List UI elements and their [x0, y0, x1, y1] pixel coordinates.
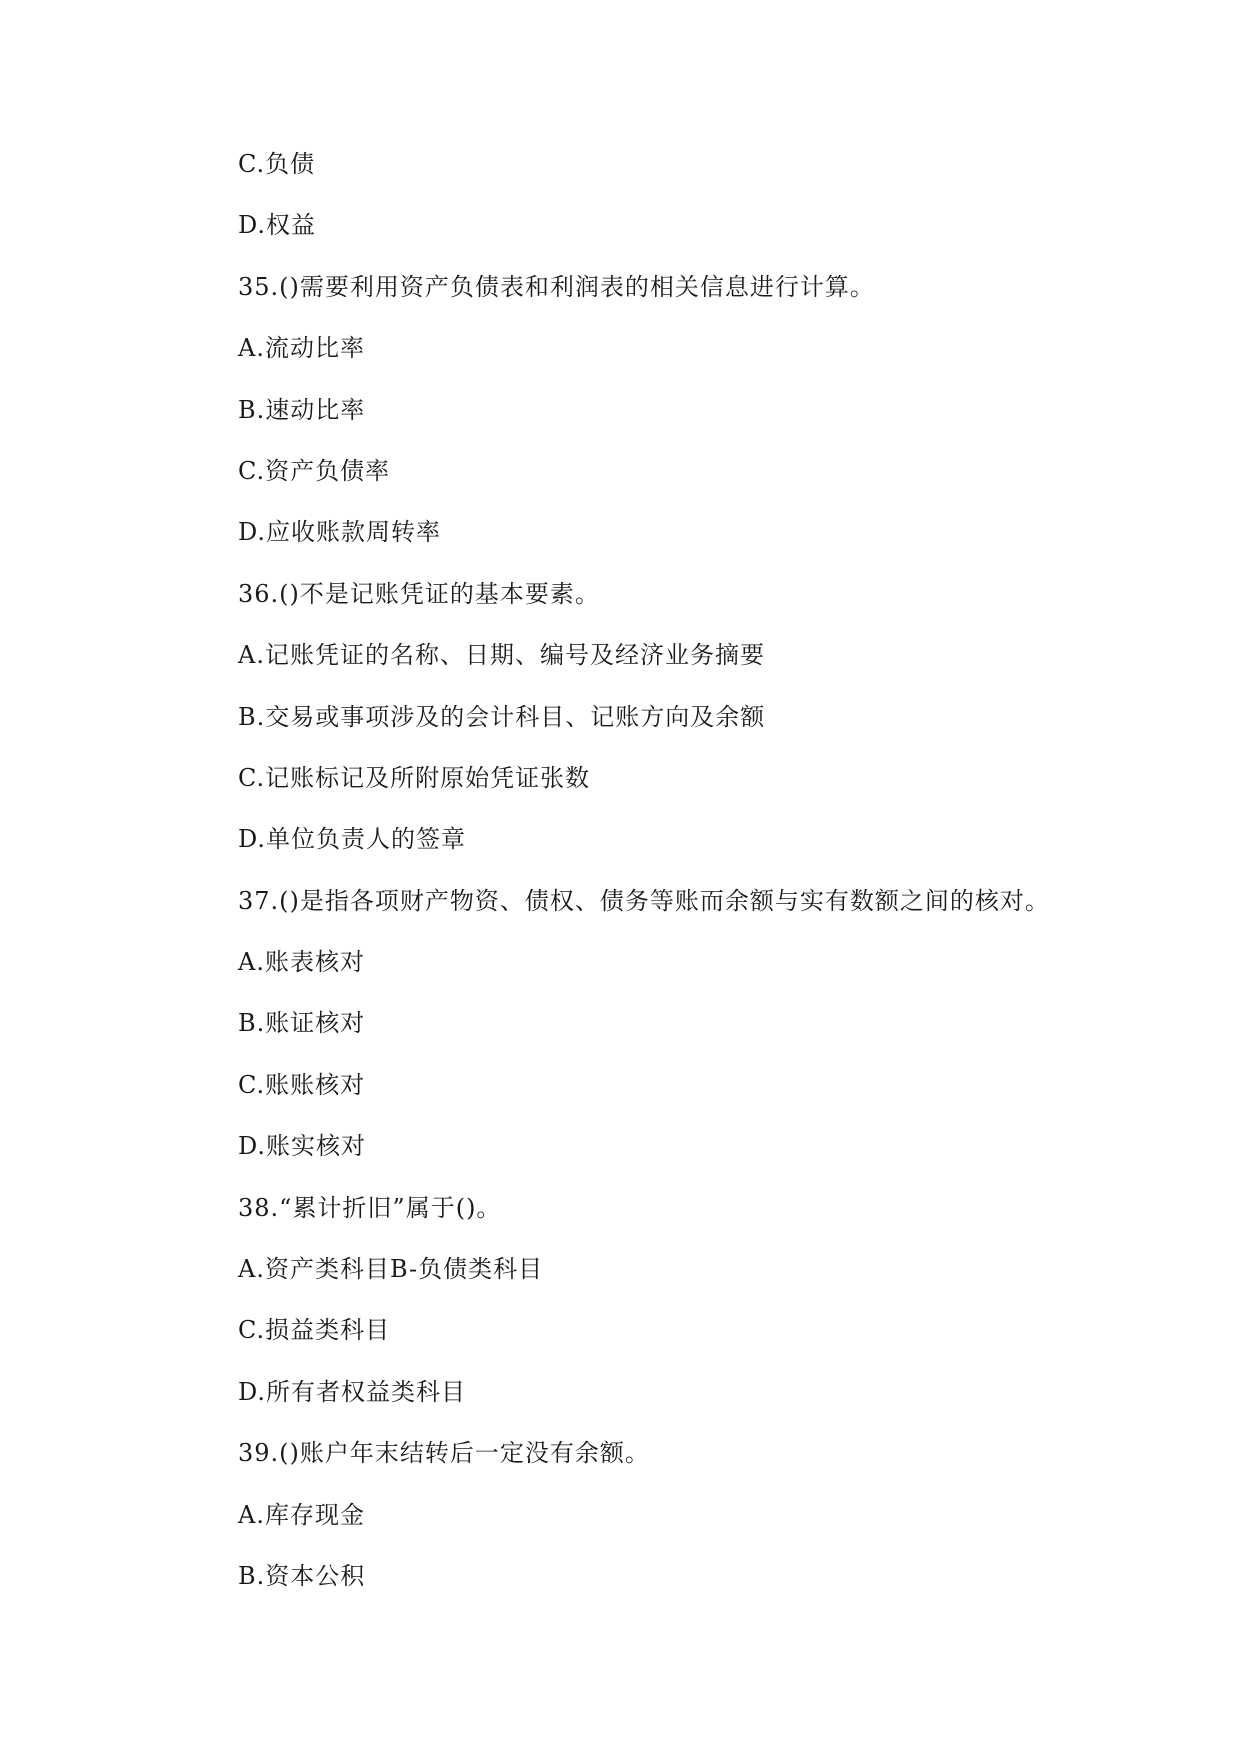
- option-line: B.速动比率: [238, 395, 366, 424]
- question-stem: 36.()不是记账凭证的基本要素。: [238, 579, 600, 608]
- option-line: A.库存现金: [238, 1500, 365, 1529]
- question-stem: 37.()是指各项财产物资、债权、债务等账而余额与实有数额之间的核对。: [238, 886, 1050, 915]
- option-line: B.账证核对: [238, 1009, 366, 1038]
- option-line: D.所有者权益类科目: [238, 1377, 467, 1406]
- option-line: A.账表核对: [238, 948, 365, 977]
- option-line: D.账实核对: [238, 1132, 367, 1161]
- option-line: C.资产负债率: [238, 456, 391, 485]
- question-stem: 38.“累计折旧”属于()。: [238, 1193, 502, 1222]
- option-line: D.权益: [238, 211, 317, 240]
- question-stem: 39.()账户年末结转后一定没有余额。: [238, 1439, 650, 1468]
- option-line: B.交易或事项涉及的会计科目、记账方向及余额: [238, 702, 766, 731]
- option-line: A.资产类科目B-负债类科目: [238, 1255, 544, 1284]
- option-line: C.负债: [238, 150, 316, 178]
- option-line: B.资本公积: [238, 1561, 366, 1590]
- option-line: A.记账凭证的名称、日期、编号及经济业务摘要: [238, 641, 765, 670]
- option-line: A.流动比率: [238, 334, 365, 363]
- question-text-block: [238, 146, 1050, 1619]
- option-line: C.记账标记及所附原始凭证张数: [238, 763, 591, 792]
- option-line: C.账账核对: [238, 1070, 366, 1099]
- option-line: D.应收账款周转率: [238, 518, 442, 547]
- option-line: D.单位负责人的签章: [238, 825, 467, 854]
- question-stem: 35.()需要利用资产负债表和利润表的相关信息进行计算。: [238, 272, 875, 301]
- option-line: C.损益类科目: [238, 1316, 391, 1345]
